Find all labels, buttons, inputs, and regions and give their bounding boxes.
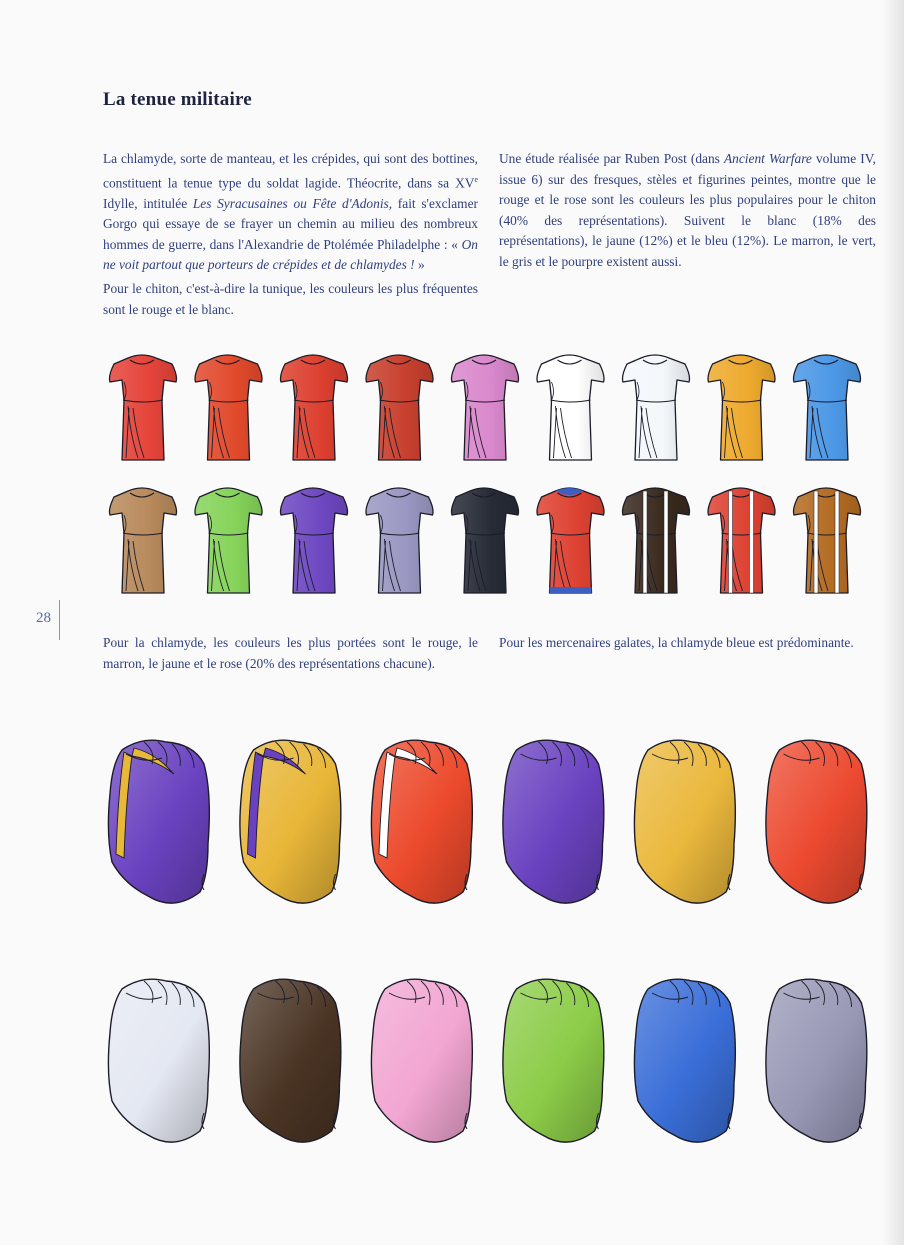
chiton-ochre-white-stripes-icon bbox=[794, 488, 861, 593]
chiton-purple-icon bbox=[281, 488, 348, 593]
chiton-blue-icon bbox=[794, 355, 861, 460]
paragraph-study: Une étude réalisée par Ruben Post (dans Ancient Warfare volume IV, issue 6) sur des fresques, stèles et figurines peintes, montre que le rouge et le rose sont les couleurs les plus populaires pour le chiton (40% des représentations). Suivent le blanc (18% des représentations), le jaune (12%) et le bleu (12%). Le marron, le vert, le gris et le pourpre existent aussi. bbox=[499, 151, 876, 269]
chlamyde-pink-icon bbox=[371, 979, 472, 1142]
chlamyde-red-icon bbox=[766, 740, 867, 903]
superscript: e bbox=[474, 174, 478, 184]
chlamyde-yellow-purple-border-icon bbox=[240, 740, 341, 903]
chlamyde-purple-icon bbox=[503, 740, 604, 903]
chiton-green-icon bbox=[195, 488, 262, 593]
paragraph-chlamyde-colors: Pour la chlamyde, les couleurs les plus portées sont le rouge, le marron, le jaune et le rose (20% des représentations chacune). bbox=[103, 635, 478, 671]
chiton-black-icon bbox=[452, 488, 519, 593]
italic-title: Les Syracusaines ou Fête d'Adonis, bbox=[192, 195, 393, 211]
italic-quote: On ne voit partout que porteurs de crépides et de chlamydes ! bbox=[103, 236, 478, 273]
chlamyde-red-white-border-icon bbox=[371, 740, 472, 903]
chiton-red-blue-trim-icon bbox=[537, 488, 604, 593]
chiton-dark-brown-white-stripes-icon bbox=[623, 488, 690, 593]
page-title: La tenue militaire bbox=[103, 89, 252, 110]
chlamyde-grey-icon bbox=[766, 979, 867, 1142]
chiton-dark-red-icon bbox=[366, 355, 433, 460]
chlamyde-blue-icon bbox=[634, 979, 735, 1142]
chiton-pink-icon bbox=[452, 355, 519, 460]
chiton-white-icon bbox=[623, 355, 690, 460]
italic-publication: Ancient Warfare bbox=[723, 151, 812, 166]
chiton-red-icon bbox=[281, 355, 348, 460]
chiton-red-icon bbox=[195, 355, 262, 460]
paragraph-chlamyde-intro: La chlamyde, sorte de manteau, et les crépides, qui sont des bottines, constituent la tenue type du soldat lagide. Théocrite, dans sa XVe Idylle, intitulée Les Syracusaines ou Fête d'Adonis, fait s'exclamer Gorgo qui essaye de se frayer un chemin au milieu des nombreux hommes de guerre, dans l'Alexandrie de Ptolémée Philadelphe : « On ne voit partout que porteurs de crépides et de chlamydes ! » bbox=[103, 151, 479, 273]
paragraph-galates: Pour les mercenaires galates, la chlamyde bleue est prédominante. bbox=[499, 635, 854, 650]
chiton-brown-icon bbox=[110, 488, 177, 593]
chiton-grey-icon bbox=[366, 488, 433, 593]
chiton-yellow-icon bbox=[708, 355, 775, 460]
chiton-red-icon bbox=[110, 355, 177, 460]
chlamyde-purple-yellow-border-icon bbox=[108, 740, 209, 903]
paragraph-chiton-colors: Pour le chiton, c'est-à-dire la tunique, les couleurs les plus fréquentes sont le rouge et le blanc. bbox=[103, 281, 478, 317]
chiton-red-white-stripes-icon bbox=[708, 488, 775, 593]
page-number: 28 bbox=[36, 610, 51, 626]
chlamyde-white-icon bbox=[108, 979, 209, 1142]
chiton-white-icon bbox=[537, 355, 604, 460]
chlamyde-green-icon bbox=[503, 979, 604, 1142]
chlamyde-yellow-icon bbox=[634, 740, 735, 903]
chlamyde-dark-brown-icon bbox=[240, 979, 341, 1142]
